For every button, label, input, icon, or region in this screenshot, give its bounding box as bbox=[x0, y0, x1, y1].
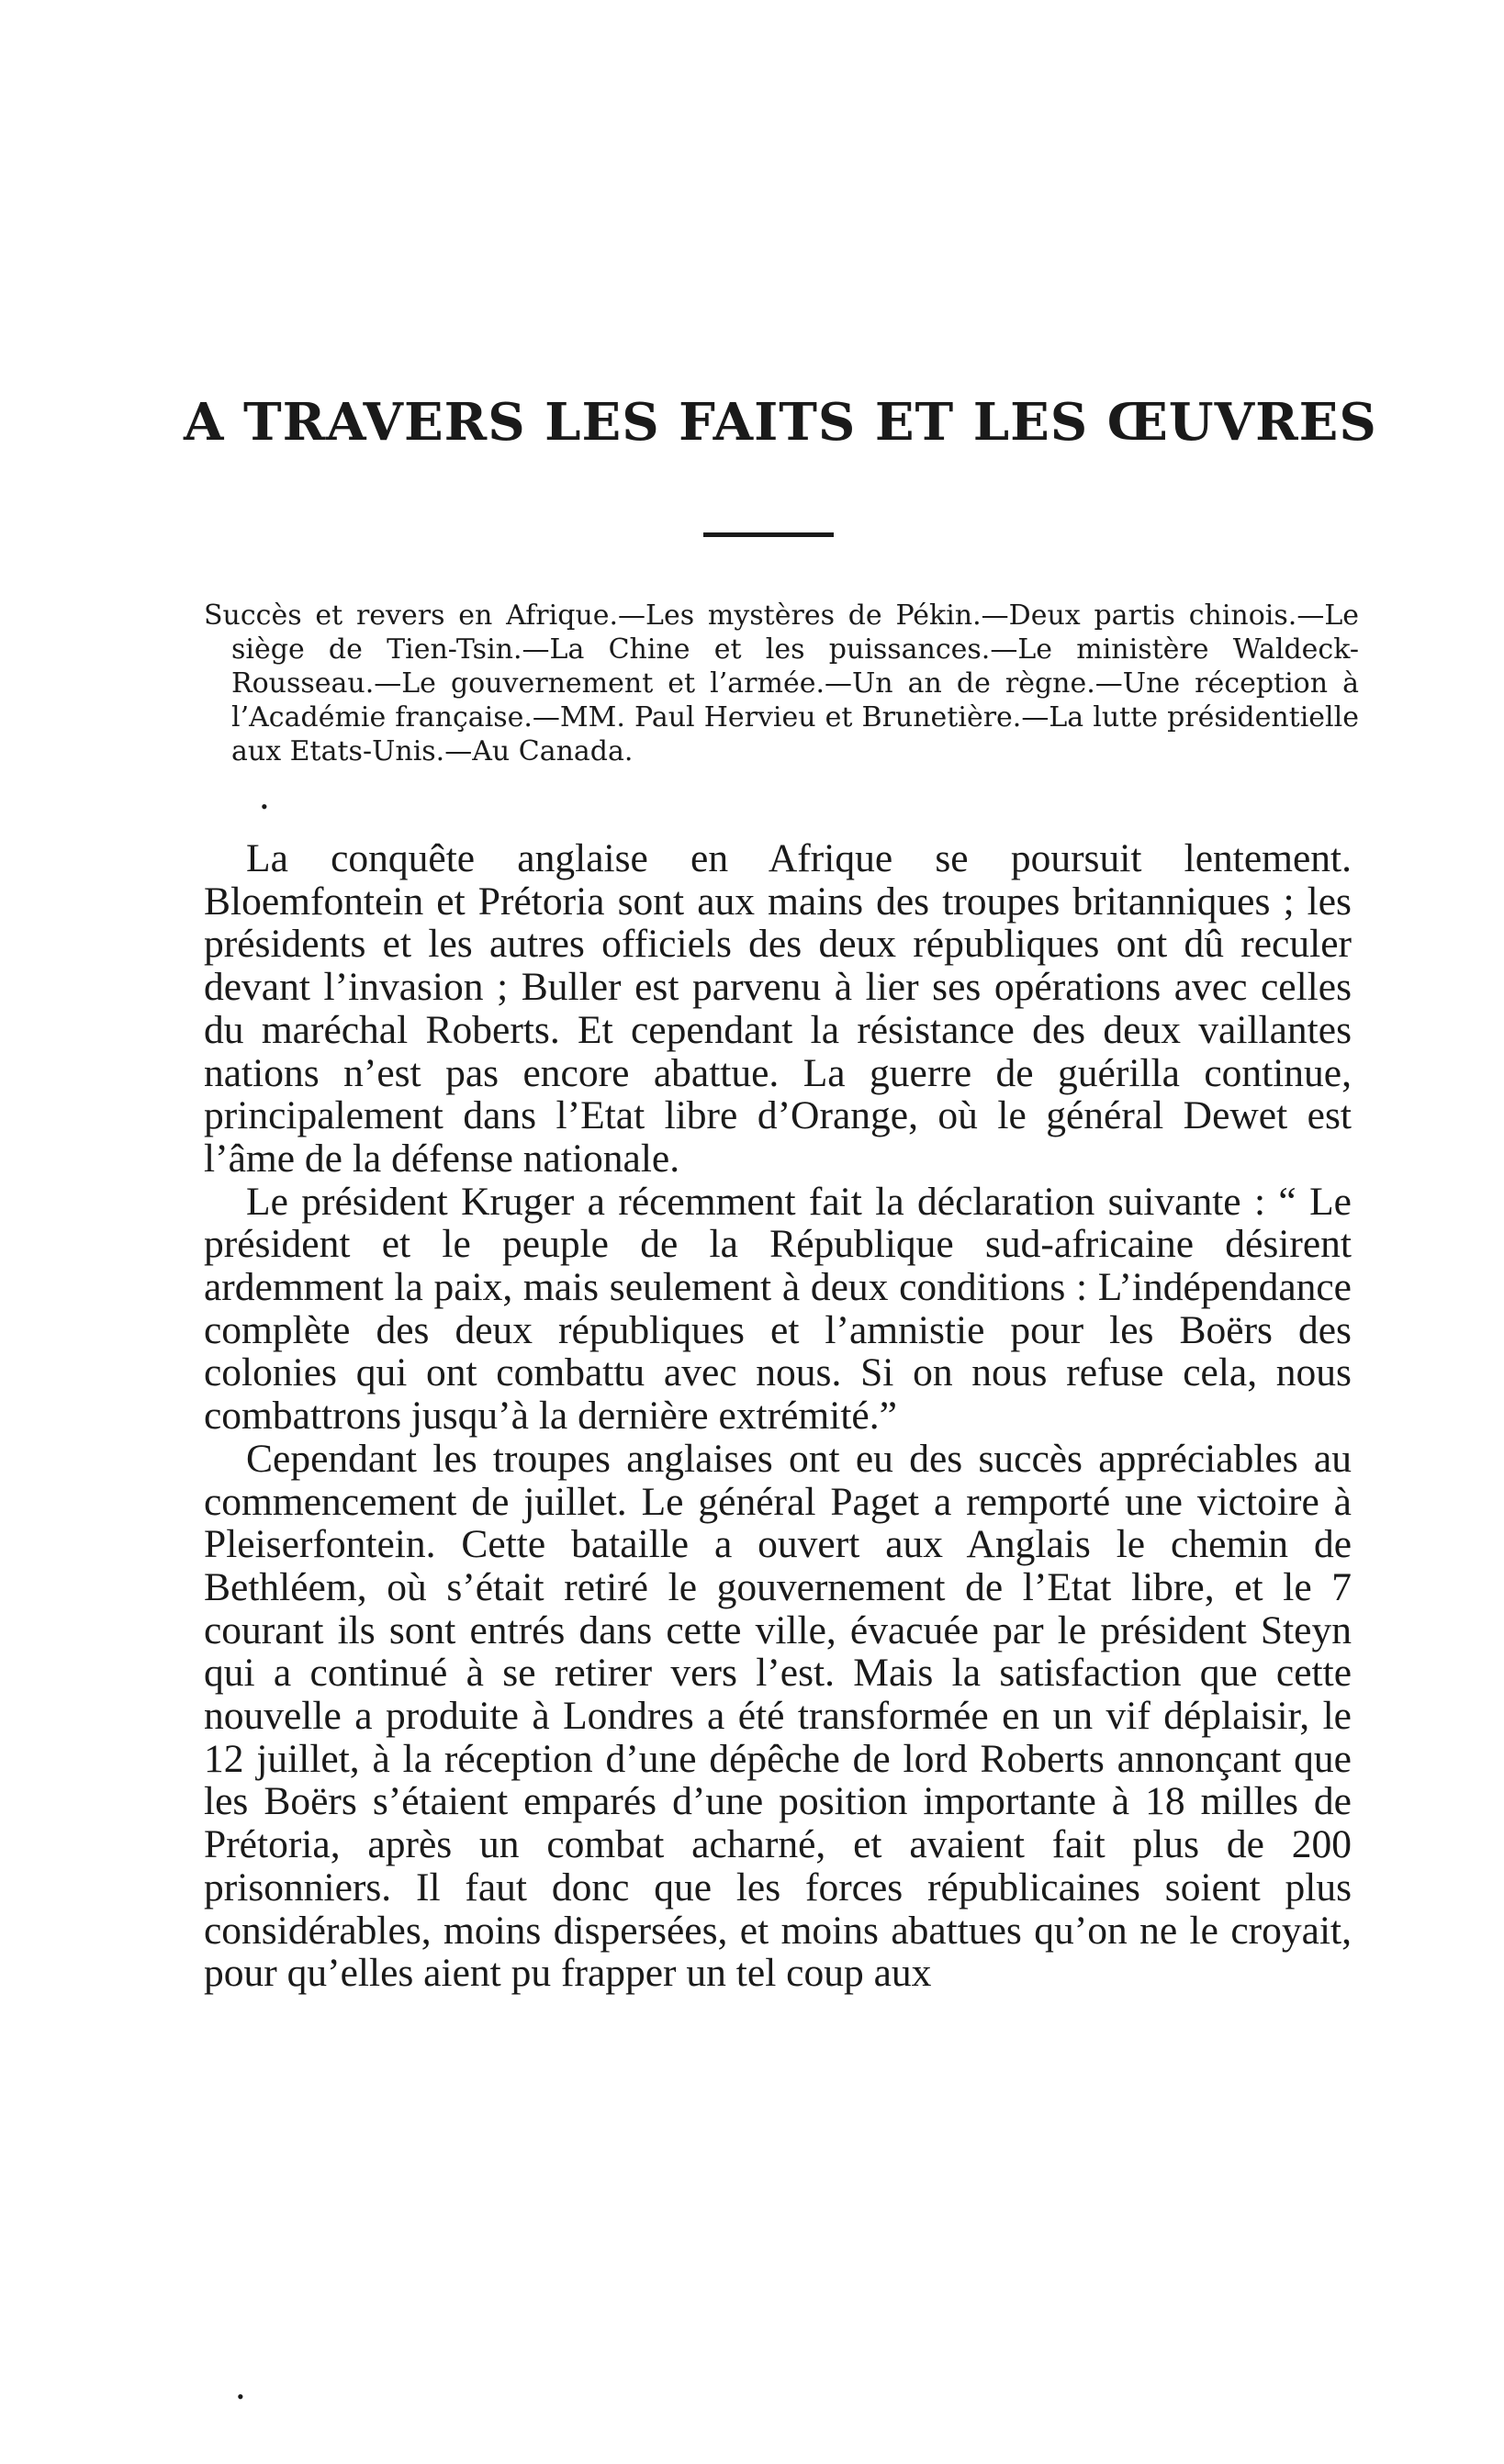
paragraph: Cependant les troupes anglaises ont eu des succès appréciables au commencement de juillet. Le général Paget a remporté une victoire à Pleiserfontein. Cette bataille a ouvert aux Anglais le chemin de Bethléem, où s’était retiré le gouvernement de l’Etat libre, et le 7 courant ils sont entrés dans cette ville, évacuée par le président Steyn qui a continué à se retirer vers l’est. Mais la satisfaction que cette nouvelle a produite à Londres a été transformée en un vif déplaisir, le 12 juillet, à la réception d’une dépêche de lord Roberts annonçant que les Boërs s’étaient emparés d’une position importante à 18 milles de Prétoria, après un combat acharné, et avaient fait plus de 200 prisonniers. Il faut donc que les forces républicaines soient plus considérables, moins dispersées, et moins abattues qu’on ne le croyait, pour qu’elles aient pu frapper un tel coup aux bbox=[204, 1436, 1352, 1996]
summary-text: Succès et revers en Afrique.—Les mystères de Pékin.—Deux partis chinois.—Le siège de Tien-Tsin.—La Chine et les puissances.—Le ministère Waldeck-Rousseau.—Le gouvernement et l’armée.—Un an de règne.—Une réception à l’Académie française.—MM. Paul Hervieu et Brunetière.—La lutte présidentielle aux Etats-Unis.—Au Canada. bbox=[204, 599, 1359, 767]
paragraph: Le président Kruger a récemment fait la déclaration suivante : “ Le président et le peuple de la République sud-africaine désirent ardemment la paix, mais seulement à deux conditions : L’indépendance complète des deux républiques et l’amnistie pour les Boërs des colonies qui ont combattu avec nous. Si on nous refuse cela, nous combattrons jusqu’à la dernière extrémité.” bbox=[204, 1179, 1352, 1439]
body-text bbox=[204, 837, 1352, 1995]
print-speck: • bbox=[261, 795, 268, 818]
print-speck: • bbox=[237, 2385, 244, 2408]
page-title: A TRAVERS LES FAITS ET LES ŒUVRES bbox=[184, 392, 1377, 453]
chapter-summary bbox=[204, 599, 1359, 768]
paragraph: La conquête anglaise en Afrique se poursuit lentement. Bloemfontein et Prétoria sont aux mains des troupes britanniques ; les présidents et les autres officiels des deux républiques ont dû reculer devant l’invasion ; Buller est parvenu à lier ses opérations avec celles du maréchal Roberts. Et cependant la résistance des deux vaillantes nations n’est pas encore abattue. La guerre de guérilla continue, principalement dans l’Etat libre d’Orange, où le général Dewet est l’âme de la défense nationale. bbox=[204, 836, 1352, 1181]
title-divider bbox=[703, 532, 834, 537]
